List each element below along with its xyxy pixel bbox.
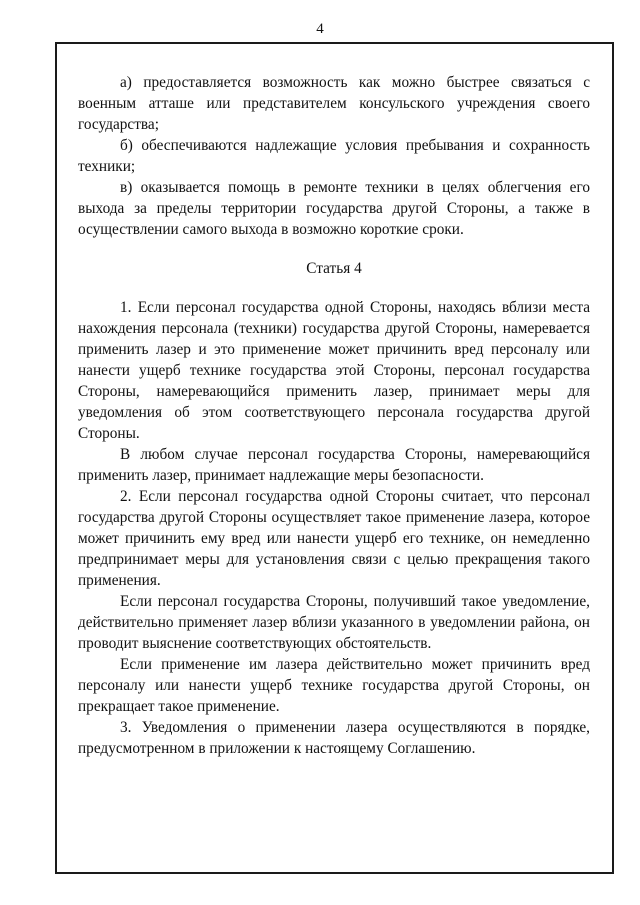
- paragraph-clause-2-termination: Если применение им лазера действительно может причинить вред персоналу или нанести ущерб технике государства другой Стороны, он прекращает такое применение.: [78, 656, 590, 715]
- paragraph-clause-2-notification: Если персонал государства Стороны, получивший такое уведомление, действительно применяет лазер вблизи указанного в уведомлении района, он проводит выяснение соответствующих обстоятельств.: [78, 593, 590, 652]
- paragraph-clause-1: 1. Если персонал государства одной Стороны, находясь вблизи места нахождения персонала (техники) государства другой Стороны, намеревается применить лазер и это применение может причинить вред персоналу или нанести ущерб технике государства этой Стороны, персонал государства Стороны, намеревающийся применить лазер, принимает меры для уведомления об этом соответствующего персонала государства другой Стороны.: [78, 299, 590, 442]
- document-body: [78, 72, 590, 759]
- article-heading: Статья 4: [306, 260, 362, 277]
- paragraph-item-c: в) оказывается помощь в ремонте техники в целях облегчения его выхода за пределы территории государства другой Стороны, а также в осуществлении самого выхода в возможно короткие сроки.: [78, 179, 590, 238]
- paragraph-item-a: а) предоставляется возможность как можно быстрее связаться с военным атташе или представителем консульского учреждения своего государства;: [78, 74, 590, 133]
- paragraph-clause-1-safety: В любом случае персонал государства Стороны, намеревающийся применить лазер, принимает надлежащие меры безопасности.: [78, 446, 590, 484]
- paragraph-clause-2: 2. Если персонал государства одной Стороны считает, что персонал государства другой Стороны осуществляет такое применение лазера, которое может причинить ему вред или нанести ущерб его технике, он немедленно предпринимает меры для установления связи с целью прекращения такого применения.: [78, 488, 590, 589]
- paragraph-item-b: б) обеспечиваются надлежащие условия пребывания и сохранность техники;: [78, 137, 590, 175]
- page-number: 4: [316, 21, 324, 37]
- paragraph-clause-3: 3. Уведомления о применении лазера осуществляются в порядке, предусмотренном в приложении к настоящему Соглашению.: [78, 719, 590, 757]
